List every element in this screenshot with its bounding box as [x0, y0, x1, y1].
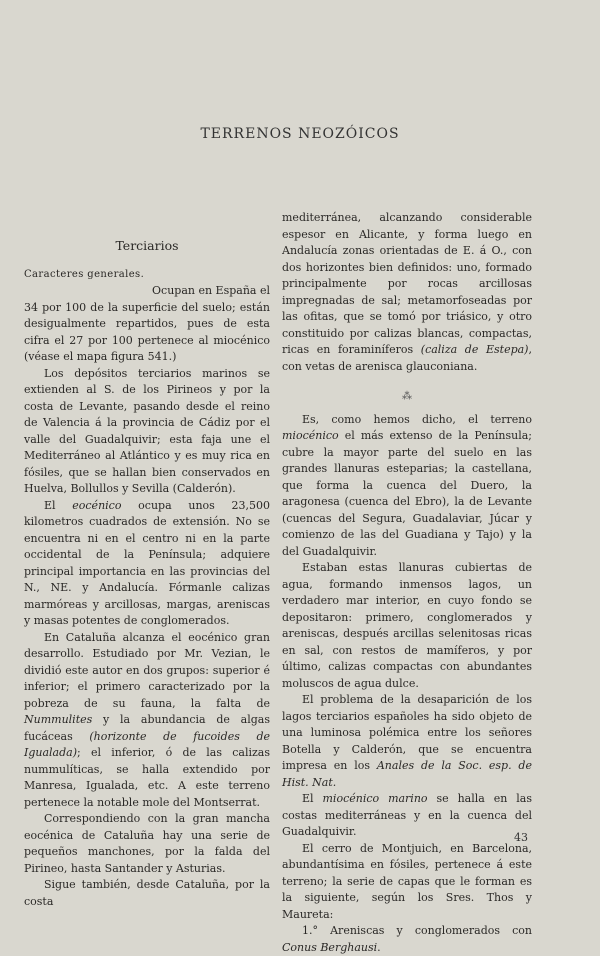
page-number: 43	[514, 831, 528, 844]
paragraph: Estaban estas llanuras cubiertas de agua, formando inmensos lagos, un verdadero mar interior, en cuyo fondo se depositaron: primero, conglomerados y areniscas, después arcillas selenitosas ricas en sal, con restos de mamíferos, y por último, calizas compactas con abundantes moluscos de agua dulce.	[282, 561, 532, 690]
page-header: TERRENOS NEOZÓICOS	[200, 126, 400, 142]
paragraph: mediterránea, alcanzando considerable espesor en Alicante, y forma luego en Andalucía zonas orientadas de E. á O., con dos horizontes bien definidos: uno, formado principalmente por rocas arcillosas impregnadas de sal; metamorfoseadas por las ofitas, que se tomó por triásico, y otro constituido por calizas blancas, compactas, ricas en foraminíferos (caliza de Estepa), con vetas de arenisca glauconiana.	[282, 211, 532, 373]
paragraph: El problema de la desaparición de los lagos terciarios españoles ha sido objeto de una luminosa polémica entre los señores Botella y Calderón, que se encuentra impresa en los Anales de la Soc. esp. de Hist. Nat.	[282, 693, 532, 789]
paragraph: En Cataluña alcanza el eocénico gran desarrollo. Estudiado por Mr. Vezian, le dividió este autor en dos grupos: superior é inferior; el primero caracterizado por la pobreza de su fauna, la falta de Nummulites y la abundancia de algas fucáceas (horizonte de fucoides de Igualada); el inferior, ó de las calizas nummulíticas, se halla extendido por Manresa, Igualada, etc. A este terreno pertenece la notable mole del Montserrat.	[24, 630, 271, 809]
paragraph: El eocénico ocupa unos 23,500 kilometros cuadrados de extensión. No se encuentra ni en el centro ni en la parte occidental de la Península; adquiere principal importancia en las provincias del N., NE. y Andalucía. Fórmanle calizas marmóreas y arcillosas, margas, areniscas y masas potentes de conglomerados.	[24, 498, 270, 627]
section-title: Terciarios	[115, 238, 179, 253]
paragraph: El cerro de Montjuich, en Barcelona, abundantísima en fósiles, pertenece á este terreno; la serie de capas que le forman es la siguiente, según los Sres. Thos y Maureta:	[282, 841, 532, 921]
section-separator: ⁂	[402, 391, 412, 402]
paragraph-lead: Ocupan en España el	[152, 284, 270, 297]
paragraph: Es, como hemos dicho, el terreno miocénico el más extenso de la Península; cubre la mayor parte del suelo en las grandes llanuras esteparias; la castellana, que forma la cuenca del Duero, la aragonesa (cuenca del Ebro), la de Levante (cuencas del Segura, Guadalaviar, Júcar y comienzo de las del Guadiana y Tajo) y la del Guadalquivir.	[282, 412, 532, 558]
paragraph: Correspondiendo con la gran mancha eocénica de Cataluña hay una serie de pequeños manchones, por la falda del Pirineo, hasta Santander y Asturias.	[24, 812, 270, 875]
right-column	[282, 210, 532, 956]
paragraph: Los depósitos terciarios marinos se extienden al S. de los Pirineos y por la costa de Levante, pasando desde el reino de Valencia á la provincia de Cádiz por el valle del Guadalquivir; esta faja une el Mediterráneo al Atlántico y es muy rica en fósiles, que se hallan bien conservados en Huelva, Bollullos y Sevilla (Calderón).	[24, 366, 270, 495]
paragraph: 1.° Areniscas y conglomerados con Conus Berghausi.	[282, 924, 532, 954]
section-caption: Caracteres generales.	[24, 268, 145, 280]
paragraph: Sigue también, desde Cataluña, por la costa	[24, 878, 270, 908]
paragraph: El miocénico marino se halla en las costas mediterráneas y en la cuenca del Guadalquivir.	[282, 792, 533, 838]
paragraph: 34 por 100 de la superficie del suelo; están desigualmente repartidos, pues de esta cifra el 27 por 100 pertenece al miocénico (véase el mapa figura 541.)	[24, 300, 270, 363]
left-column	[24, 238, 270, 910]
